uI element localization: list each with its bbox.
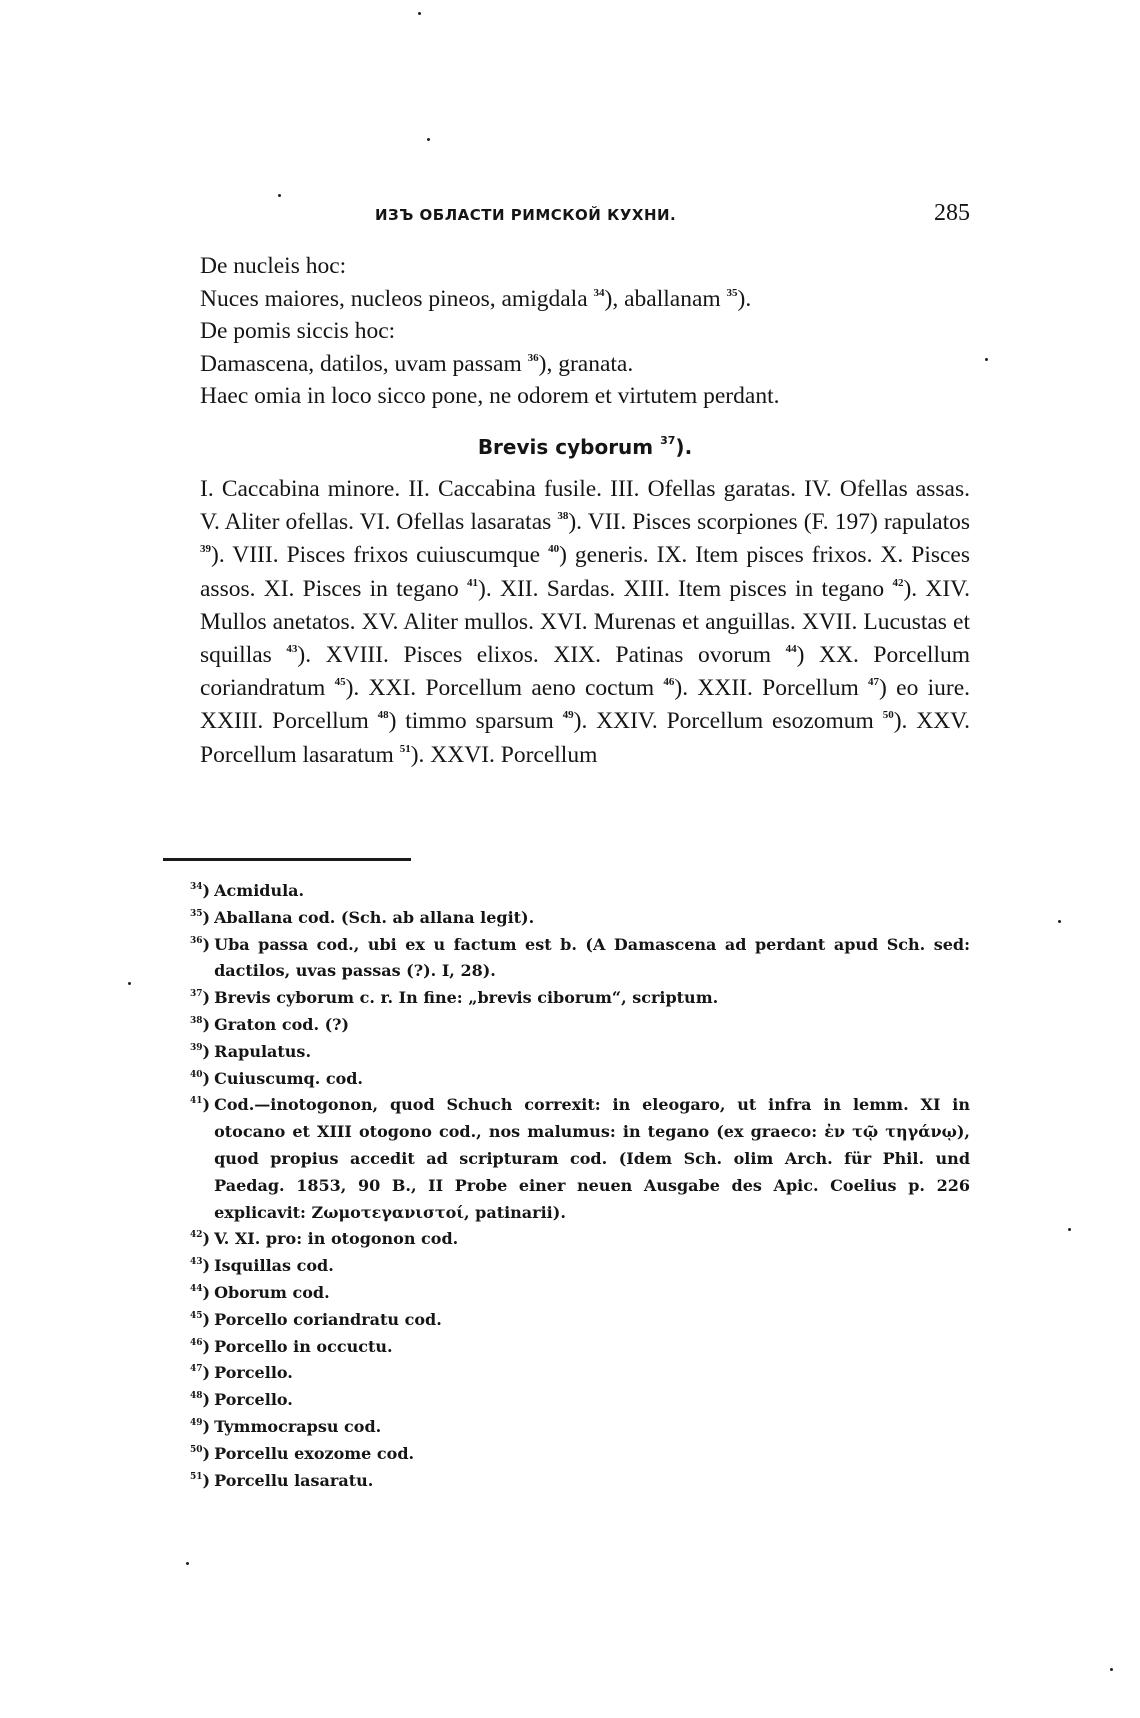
contents-paragraph: I. Caccabina minore. II. Caccabina fusile. III. Ofellas garatas. IV. Ofellas assas. V. Aliter ofellas. VI. Ofellas lasaratas $^{38}$). VII. Pisces scorpiones (F. 197) rapulatos $^{39}$). VIII. Pisces frixos cuiuscumque $^{40}$) generis. IX. Item pisces frixos. X. Pisces assos. XI. Pisces in tegano $^{41}$). XII. Sardas. XIII. Item pisces in tegano $^{42}$). XIV. Mullos anetatos. XV. Aliter mullos. XVI. Murenas et anguillas. XVII. Lucustas et squillas $^{43}$). XVIII. Pisces elixos. XIX. Patinas ovorum $^{44}$) XX. Porcellum coriandratum $^{45}$). XXI. Porcellum aeno coctum $^{46}$). XXII. Porcellum $^{47}$) eo iure. XXIII. Porcellum $^{48}$) timmo sparsum $^{49}$). XXIV. Porcellum esozomum $^{50}$). XXV. Porcellum lasaratum $^{51}$). XXVI. Porcellum — [200, 476, 971, 768]
footnote: $^{37}$) Brevis cyborum c. r. In fine: „brevis ciborum“, scriptum. — [190, 988, 719, 1008]
footnote: $^{46}$) Porcello in occuctu. — [190, 1336, 393, 1356]
footnote: $^{51}$) Porcellu lasaratu. — [190, 1470, 374, 1490]
footnote-ref[interactable]: 40 — [548, 543, 560, 556]
footnote-ref[interactable]: 38 — [557, 510, 569, 523]
print-speck — [278, 194, 281, 197]
footnote: $^{47}$) Porcello. — [190, 1363, 293, 1383]
footnote-divider — [163, 858, 411, 861]
print-speck — [427, 138, 430, 141]
footnote-ref[interactable]: 44 — [785, 643, 797, 656]
print-speck — [418, 12, 421, 15]
print-speck — [186, 1562, 189, 1565]
main-text — [200, 250, 970, 772]
section-title: Brevis cyborum $^{37}$). — [477, 433, 693, 459]
recipe-lines — [200, 250, 970, 413]
page-number: 285 — [934, 200, 970, 226]
running-title: ИЗЪ ОБЛАСТИ РИМСКОЙ КУХНИ. — [375, 206, 677, 224]
footnote-ref[interactable]: 49 — [562, 709, 574, 722]
footnote-ref[interactable]: 45 — [334, 676, 346, 689]
footnote: $^{50}$) Porcellu exozome cod. — [190, 1443, 415, 1463]
footnote: $^{44}$) Oborum cod. — [190, 1282, 330, 1302]
footnote: $^{45}$) Porcello coriandratu cod. — [190, 1309, 442, 1329]
footnote-ref[interactable]: 39 — [200, 543, 211, 556]
footnote: $^{35}$) Aballana cod. (Sch. ab allana legit). — [190, 907, 535, 927]
footnote-ref[interactable]: 35 — [726, 286, 738, 299]
footnote-ref[interactable]: 34 — [593, 286, 605, 299]
footnote-ref[interactable]: 41 — [467, 576, 479, 589]
footnote: $^{43}$) Isquillas cod. — [190, 1256, 334, 1276]
footnote-ref[interactable]: 36 — [527, 351, 539, 364]
footnote-ref[interactable]: 47 — [868, 676, 880, 689]
text-line: Nuces maiores, nucleos pineos, amigdala $^{34}$), aballanam $^{35}$). — [200, 285, 752, 312]
footnote-ref[interactable]: 42 — [892, 576, 904, 589]
footnote-ref[interactable]: 46 — [663, 676, 675, 689]
footnote-ref[interactable]: 37 — [660, 433, 676, 447]
footnote: $^{41}$) Cod.—inotogonon, quod Schuch correxit: in eleogaro, ut infra in lemm. XI in otocano et XIII otogono cod., nos malumus: in tegano (ex graeco: ἐν τῷ τηγάνῳ), quod propius accedit ad scripturam cod. (Idem Sch. olim Arch. für Phil. und Paedag. 1853, 90 B., II Probe einer neuen Ausgabe des Apic. Coelius p. 226 explicavit: Ζωμοτεγανιστοί, patinarii). — [190, 1095, 970, 1222]
print-speck — [985, 358, 988, 361]
text-line: Haec omia in loco sicco pone, ne odorem et virtutem perdant. — [200, 383, 780, 409]
print-speck — [128, 982, 131, 985]
print-speck — [1058, 920, 1061, 923]
footnote-ref[interactable]: 43 — [286, 643, 298, 656]
text-line: De pomis siccis hoc: — [200, 318, 396, 344]
text-line: De nucleis hoc: — [200, 253, 347, 279]
running-header — [200, 200, 970, 232]
footnote: $^{34}$) Acmidula. — [190, 881, 305, 900]
footnote-ref[interactable]: 51 — [399, 742, 411, 755]
text-line: Damascena, datilos, uvam passam $^{36}$), granata. — [200, 350, 634, 377]
footnote: $^{42}$) V. XI. pro: in otogonon cod. — [190, 1229, 459, 1249]
footnote: $^{49}$) Tymmocrapsu cod. — [190, 1416, 382, 1436]
footnote-ref[interactable]: 50 — [882, 709, 894, 722]
print-speck — [1110, 1668, 1113, 1671]
footnote: $^{36}$) Uba passa cod., ubi ex u factum est b. (A Damascena ad perdant apud Sch. sed: dactilos, uvas passas (?). I, 28). — [190, 934, 970, 981]
footnote: $^{38}$) Graton cod. (?) — [190, 1014, 350, 1034]
footnote: $^{40}$) Cuiuscumq. cod. — [190, 1068, 363, 1088]
footnote-ref[interactable]: 48 — [377, 709, 389, 722]
footnotes — [160, 878, 970, 1494]
footnote: $^{39}$) Rapulatus. — [190, 1041, 312, 1061]
footnote: $^{48}$) Porcello. — [190, 1390, 293, 1410]
print-speck — [1068, 1228, 1071, 1231]
